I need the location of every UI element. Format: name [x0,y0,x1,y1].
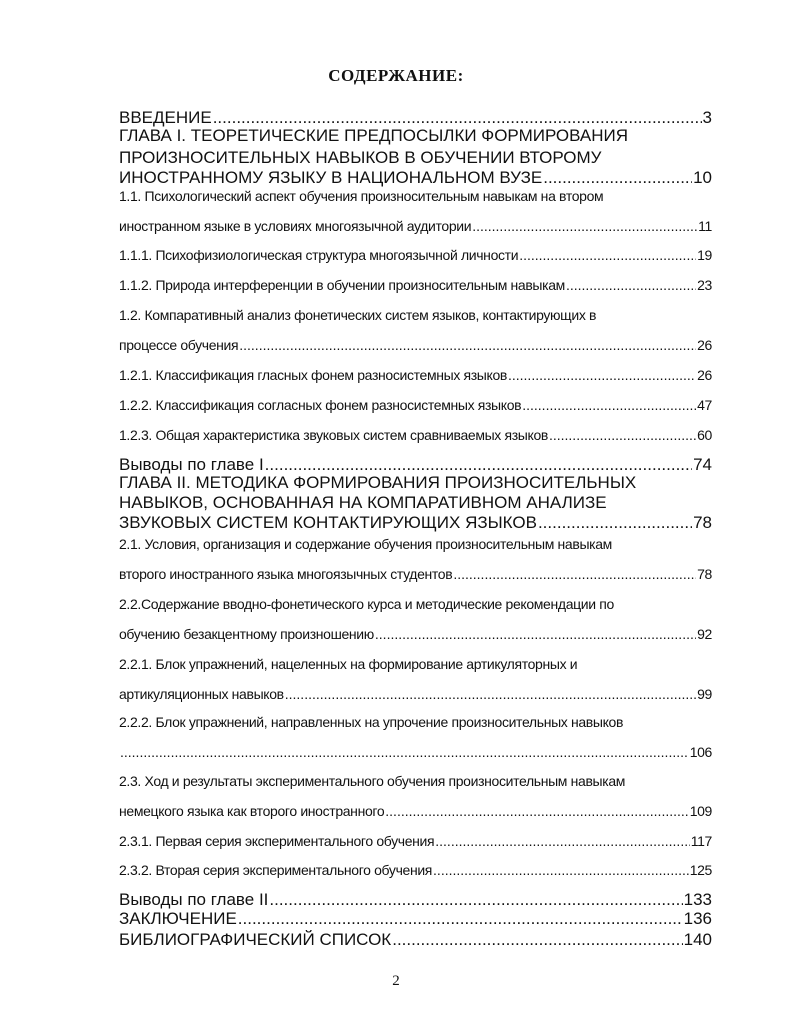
toc-page-number: 106 [689,744,712,760]
toc-entry-label: процессе обучения [119,337,239,353]
toc-entry-label: 1.2.1. Классификация гласных фонем разносистемных языков [119,367,507,383]
leader-dots [239,337,696,354]
toc-entry-1-2[interactable] [119,337,712,354]
toc-page-number: 74 [693,455,712,474]
leader-dots [549,427,696,444]
toc-entry-introduction[interactable] [119,109,712,127]
toc-entry-conclusion[interactable] [119,910,712,928]
toc-entry-chapter-1-line-2: ПРОИЗНОСИТЕЛЬНЫХ НАВЫКОВ В ОБУЧЕНИИ ВТОРОМУ [119,148,602,167]
leader-dots [375,626,696,643]
toc-page-number: 78 [697,566,712,582]
leader-dots [508,367,696,384]
toc-entry-2-2[interactable] [119,626,712,643]
toc-entry-label: немецкого языка как второго иностранного [119,803,385,819]
toc-entry-label: Выводы по главе II [119,890,269,909]
toc-entry-label: артикуляционных навыков [119,686,284,702]
toc-entry-label: второго иностранного языка многоязычных студентов [119,566,453,582]
toc-page-number: 140 [683,930,712,949]
toc-entry-label: 2.3.1. Первая серия экспериментального обучения [119,833,435,849]
page-number: 2 [392,973,400,989]
toc-entry-label: ЗАКЛЮЧЕНИЕ [119,909,237,928]
toc-entry-1-1-line-1: 1.1. Психологический аспект обучения произносительным навыкам на втором [119,188,604,204]
leader-dots [120,744,689,761]
toc-entry-label: 1.2.2. Классификация согласных фонем разносистемных языков [119,397,522,413]
leader-dots [433,862,689,879]
toc-entry-conclusions-1[interactable] [119,456,712,474]
toc-entry-2-1-line-1: 2.1. Условия, организация и содержание обучения произносительным навыкам [119,536,612,552]
leader-dots [269,891,682,909]
toc-entry-1-2-3[interactable] [119,427,712,444]
leader-dots [392,931,682,949]
toc-page-number: 117 [690,833,712,849]
toc-page-number: 92 [697,626,712,642]
toc-entry-2-2-2-line-1: 2.2.2. Блок упражнений, направленных на упрочение произносительных навыков [119,714,624,730]
toc-page-number: 47 [697,397,712,413]
leader-dots [213,109,702,127]
toc-entry-label: Выводы по главе I [119,455,264,474]
toc-page-number: 3 [702,108,712,127]
toc-entry-2-3-2[interactable] [119,862,712,879]
toc-entry-label: 1.2.3. Общая характеристика звуковых систем сравниваемых языков [119,427,548,443]
toc-entry-label: иностранном языке в условиях многоязычной аудитории [119,218,472,234]
leader-dots [238,910,683,928]
toc-entry-1-2-2[interactable] [119,397,712,414]
toc-entry-conclusions-2[interactable] [119,891,712,909]
toc-entry-1-2-1[interactable] [119,367,712,384]
toc-page-number: 78 [693,513,712,532]
toc-entry-label: 2.3.2. Вторая серия экспериментального обучения [119,862,433,878]
toc-entry-chapter-2[interactable] [119,514,712,532]
toc-entry-label: ВВЕДЕНИЕ [119,108,212,127]
toc-entry-chapter-2-line-2: НАВЫКОВ, ОСНОВАННАЯ НА КОМПАРАТИВНОМ АНАЛИЗЕ [119,493,607,512]
toc-entry-1-1[interactable] [119,218,712,235]
toc-page-number: 125 [689,862,712,878]
leader-dots [453,566,696,583]
toc-page-number: 11 [698,218,712,234]
toc-entry-2-3-line-1: 2.3. Ход и результаты экспериментального обучения произносительным навыкам [119,773,626,789]
toc-entry-bibliography[interactable] [119,931,712,949]
toc-page-number: 60 [697,427,712,443]
leader-dots [566,277,696,294]
leader-dots [435,833,689,850]
leader-dots [265,456,692,474]
toc-page-number: 10 [693,168,712,187]
leader-dots [522,397,696,414]
toc-entry-1-1-2[interactable] [119,277,712,294]
toc-entry-2-2-1[interactable] [119,686,712,703]
toc-entry-2-2-line-1: 2.2.Содержание вводно-фонетического курса и методические рекомендации по [119,596,614,612]
toc-entry-1-2-line-1: 1.2. Компаративный анализ фонетических систем языков, контактирующих в [119,307,597,323]
toc-entry-2-2-1-line-1: 2.2.1. Блок упражнений, нацеленных на формирование артикуляторных и [119,656,578,672]
toc-entry-label: 1.1.1. Психофизиологическая структура многоязычной личности [119,247,519,263]
toc-entry-label: БИБЛИОГРАФИЧЕСКИЙ СПИСОК [119,930,392,949]
leader-dots [472,218,697,235]
toc-page-number: 23 [697,277,712,293]
toc-entry-1-1-1[interactable] [119,247,712,264]
leader-dots [538,514,692,532]
leader-dots [543,169,692,187]
toc-entry-chapter-1-line-1: ГЛАВА I. ТЕОРЕТИЧЕСКИЕ ПРЕДПОСЫЛКИ ФОРМИРОВАНИЯ [119,126,629,145]
leader-dots [519,247,696,264]
toc-entry-2-2-2[interactable] [119,744,712,761]
leader-dots [285,686,696,703]
toc-entry-chapter-1[interactable] [119,169,712,187]
toc-page-number: 133 [683,890,712,909]
toc-page-number: 26 [697,337,712,353]
toc-entry-label: 1.1.2. Природа интерференции в обучении произносительным навыкам [119,277,565,293]
toc-entry-label: ИНОСТРАННОМУ ЯЗЫКУ В НАЦИОНАЛЬНОМ ВУЗЕ [119,168,543,187]
toc-entry-2-1[interactable] [119,566,712,583]
toc-page-number: 99 [697,686,712,702]
toc-entry-2-3[interactable] [119,803,712,820]
leader-dots [385,803,688,820]
toc-entry-chapter-2-line-1: ГЛАВА II. МЕТОДИКА ФОРМИРОВАНИЯ ПРОИЗНОСИТЕЛЬНЫХ [119,473,637,492]
toc-page-number: 19 [697,247,712,263]
toc-entry-label: ЗВУКОВЫХ СИСТЕМ КОНТАКТИРУЮЩИХ ЯЗЫКОВ [119,513,537,532]
toc-page-number: 136 [683,909,712,928]
toc-page-number: 109 [689,803,712,819]
toc-entry-2-3-1[interactable] [119,833,712,850]
toc-page-number: 26 [697,367,712,383]
page-title: СОДЕРЖАНИЕ: [328,66,464,85]
toc-entry-label: обучению безакцентному произношению [119,626,374,642]
